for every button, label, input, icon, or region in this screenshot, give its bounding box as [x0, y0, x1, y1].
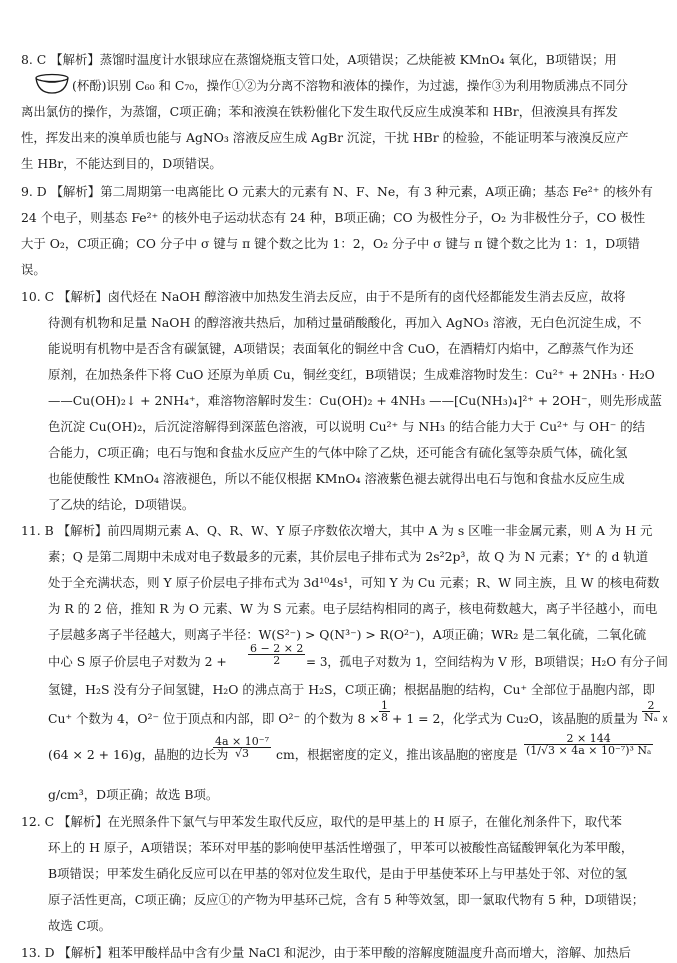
q11-line-7: 氢键，H₂S 没有分子间氢键，H₂O 的沸点高于 H₂S，C项正确；根据晶胞的结构，Cu⁺ 全部位于晶胞内部，即 [48, 682, 655, 697]
q10-line-4: 原剂，在加热条件下将 CuO 还原为单质 Cu，铜丝变红，B项错误；生成难溶物时发生：Cu²⁺ + 2NH₃ · H₂O [48, 367, 655, 382]
q11-frac-na-num: 2 [642, 700, 660, 712]
q11-line-8c: × [662, 711, 669, 726]
q9-line-2: 24 个电子，则基态 Fe²⁺ 的核外电子运动状态有 24 种，B项正确；CO 为极性分子，O₂ 为非极性分子，CO 极性 [21, 210, 646, 225]
q11-line-9b: cm，根据密度的定义，推出该晶胞的密度是 [276, 747, 518, 762]
q11-line-6a: 中心 S 原子价层电子对数为 2 + [48, 654, 227, 669]
q11-line-8a: Cu⁺ 个数为 4，O²⁻ 位于顶点和内部，即 O²⁻ 的个数为 8 × [48, 711, 380, 726]
q11-fraction-na [642, 700, 660, 723]
q11-line-1: 11. B 【解析】前四周期元素 A、Q、R、W、Y 原子序数依次增大，其中 A 为 s 区唯一非金属元素，则 A 为 H 元 [21, 523, 653, 538]
q11-fraction-sulfur [248, 643, 305, 666]
q11-line-2: 素；Q 是第二周期中未成对电子数最多的元素，其价层电子排布式为 2s²2p³，故 Q 为 N 元素；Y⁺ 的 d 轨道 [48, 549, 649, 564]
q12-line-4: 原子活性更高，C项正确；反应①的产物为甲基环己烷，含有 5 种等效氢，即一氯取代物有 5 种，D项错误； [48, 892, 645, 907]
q11-line-8b: + 1 = 2，化学式为 Cu₂O，该晶胞的质量为 [392, 711, 638, 726]
q11-frac-sulfur-num: 6 − 2 × 2 [250, 642, 304, 655]
q9-line-1: 9. D 【解析】第二周期第一电离能比 O 元素大的元素有 N、F、Ne，有 3 种元素，A项正确；基态 Fe²⁺ 的核外有 [21, 184, 653, 199]
q11-fraction-density [524, 733, 653, 756]
q8-line-2: (杯酚)识别 C₆₀ 和 C₇₀，操作①②为分离不溶物和液体的操作，为过滤，操作③为利用物质沸点不同分 [72, 78, 628, 93]
q12-line-1: 12. C 【解析】在光照条件下氯气与甲苯发生取代反应，取代的是甲基上的 H 原子，在催化剂条件下，取代苯 [21, 814, 622, 829]
q11-frac-sulfur-den: 2 [273, 654, 281, 667]
q9-line-3: 大于 O₂，C项正确；CO 分子中 σ 键与 π 键个数之比为 1：2，O₂ 分子中 σ 键与 π 键个数之比为 1：1，D项错 [21, 236, 640, 251]
q8-line-4: 性，挥发出来的溴单质也能与 AgNO₃ 溶液反应生成 AgBr 沉淀，干扰 HBr 的检验，不能证明苯与液溴反应产 [21, 130, 629, 145]
q11-line-5: 子层越多离子半径越大，则离子半径：W(S²⁻) > Q(N³⁻) > R(O²⁻)，A项正确；WR₂ 是二氧化硫，二氧化硫 [48, 627, 647, 642]
q10-line-9: 了乙炔的结论，D项错误。 [48, 497, 195, 512]
q11-line-9a: (64 × 2 + 16)g，晶胞的边长为 [48, 747, 229, 762]
q10-line-6: 色沉淀 Cu(OH)₂，后沉淀溶解得到深蓝色溶液，可以说明 Cu²⁺ 与 NH₃ 的结合能力大于 Cu²⁺ 与 OH⁻ 的结 [48, 419, 646, 434]
q11-frac-density-num: 2 × 144 [524, 733, 653, 745]
q11-frac-na-den: Nₐ [644, 711, 658, 724]
q10-line-5: ——Cu(OH)₂↓ + 2NH₄⁺，难溶物溶解时发生：Cu(OH)₂ + 4NH₃ ——[Cu(NH₃)₄]²⁺ + 2OH⁻，则先形成蓝 [48, 393, 662, 408]
q11-frac-density-den: (1/√3 × 4a × 10⁻⁷)³ Nₐ [526, 744, 652, 757]
q9-line-4: 误。 [21, 262, 46, 277]
q12-line-5: 故选 C项。 [48, 918, 111, 933]
q8-line-1: 8. C 【解析】蒸馏时温度计水银球应在蒸馏烧瓶支管口处，A项错误；乙炔能被 KMnO₄ 氧化，B项错误；用 [21, 52, 617, 67]
q10-line-8: 也能使酸性 KMnO₄ 溶液褪色，所以不能仅根据 KMnO₄ 溶液紫色褪去就得出电石与饱和食盐水反应生成 [48, 471, 625, 486]
q11-fraction-edge [213, 736, 271, 759]
q11-line-10: g/cm³，D项正确；故选 B项。 [48, 787, 219, 802]
q11-frac-eighth-den: 8 [381, 711, 388, 724]
q12-line-2: 环上的 H 原子，A项错误；苯环对甲基的影响使甲基活性增强了，甲苯可以被酸性高锰酸钾氧化为苯甲酸， [48, 840, 634, 855]
q13-line-1: 13. D 【解析】粗苯甲酸样品中含有少量 NaCl 和泥沙，由于苯甲酸的溶解度随温度升高而增大，溶解、加热后 [21, 945, 631, 960]
cup-phenol-bowl-icon [34, 73, 70, 95]
q12-line-3: B项错误；甲苯发生硝化反应可以在甲基的邻对位发生取代，是由于甲基使苯环上与甲基处于邻、对位的氢 [48, 866, 628, 881]
q11-line-6b: = 3，孤电子对数为 1，空间结构为 V 形，B项错误；H₂O 有分子间 [306, 654, 668, 669]
q11-line-4: 为 R 的 2 倍，推知 R 为 O 元素、W 为 S 元素。电子层结构相同的离子，核电荷数越大，离子半径越小，而电 [48, 601, 658, 616]
q8-line-5: 生 HBr，不能达到目的，D项错误。 [21, 156, 222, 171]
q11-fraction-eighth [379, 700, 390, 723]
q11-frac-eighth-num: 1 [381, 699, 388, 712]
q10-line-7: 合能力，C项正确；电石与饱和食盐水反应产生的气体中除了乙炔，还可能含有硫化氢等杂质气体，硫化氢 [48, 445, 628, 460]
q10-line-1: 10. C 【解析】卤代烃在 NaOH 醇溶液中加热发生消去反应，由于不是所有的卤代烃都能发生消去反应，故将 [21, 289, 626, 304]
q11-line-3: 处于全充满状态，则 Y 原子价层电子排布式为 3d¹⁰4s¹，可知 Y 为 Cu 元素；R、W 同主族，且 W 的核电荷数 [48, 575, 660, 590]
q11-frac-edge-den: √3 [234, 747, 249, 760]
q10-line-3: 能说明有机物中是否含有碳氯键，A项错误；表面氧化的铜丝中含 CuO，在酒精灯内焰中，乙醇蒸气作为还 [48, 341, 634, 356]
q11-frac-edge-num: 4a × 10⁻⁷ [215, 735, 269, 748]
q10-line-2: 待测有机物和足量 NaOH 的醇溶液共热后，加稍过量硝酸酸化，再加入 AgNO₃ 溶液，无白色沉淀生成，不 [48, 315, 642, 330]
q8-line-3: 离出氯仿的操作，为蒸馏，C项正确；苯和液溴在铁粉催化下发生取代反应生成溴苯和 HBr，但液溴具有挥发 [21, 104, 618, 119]
